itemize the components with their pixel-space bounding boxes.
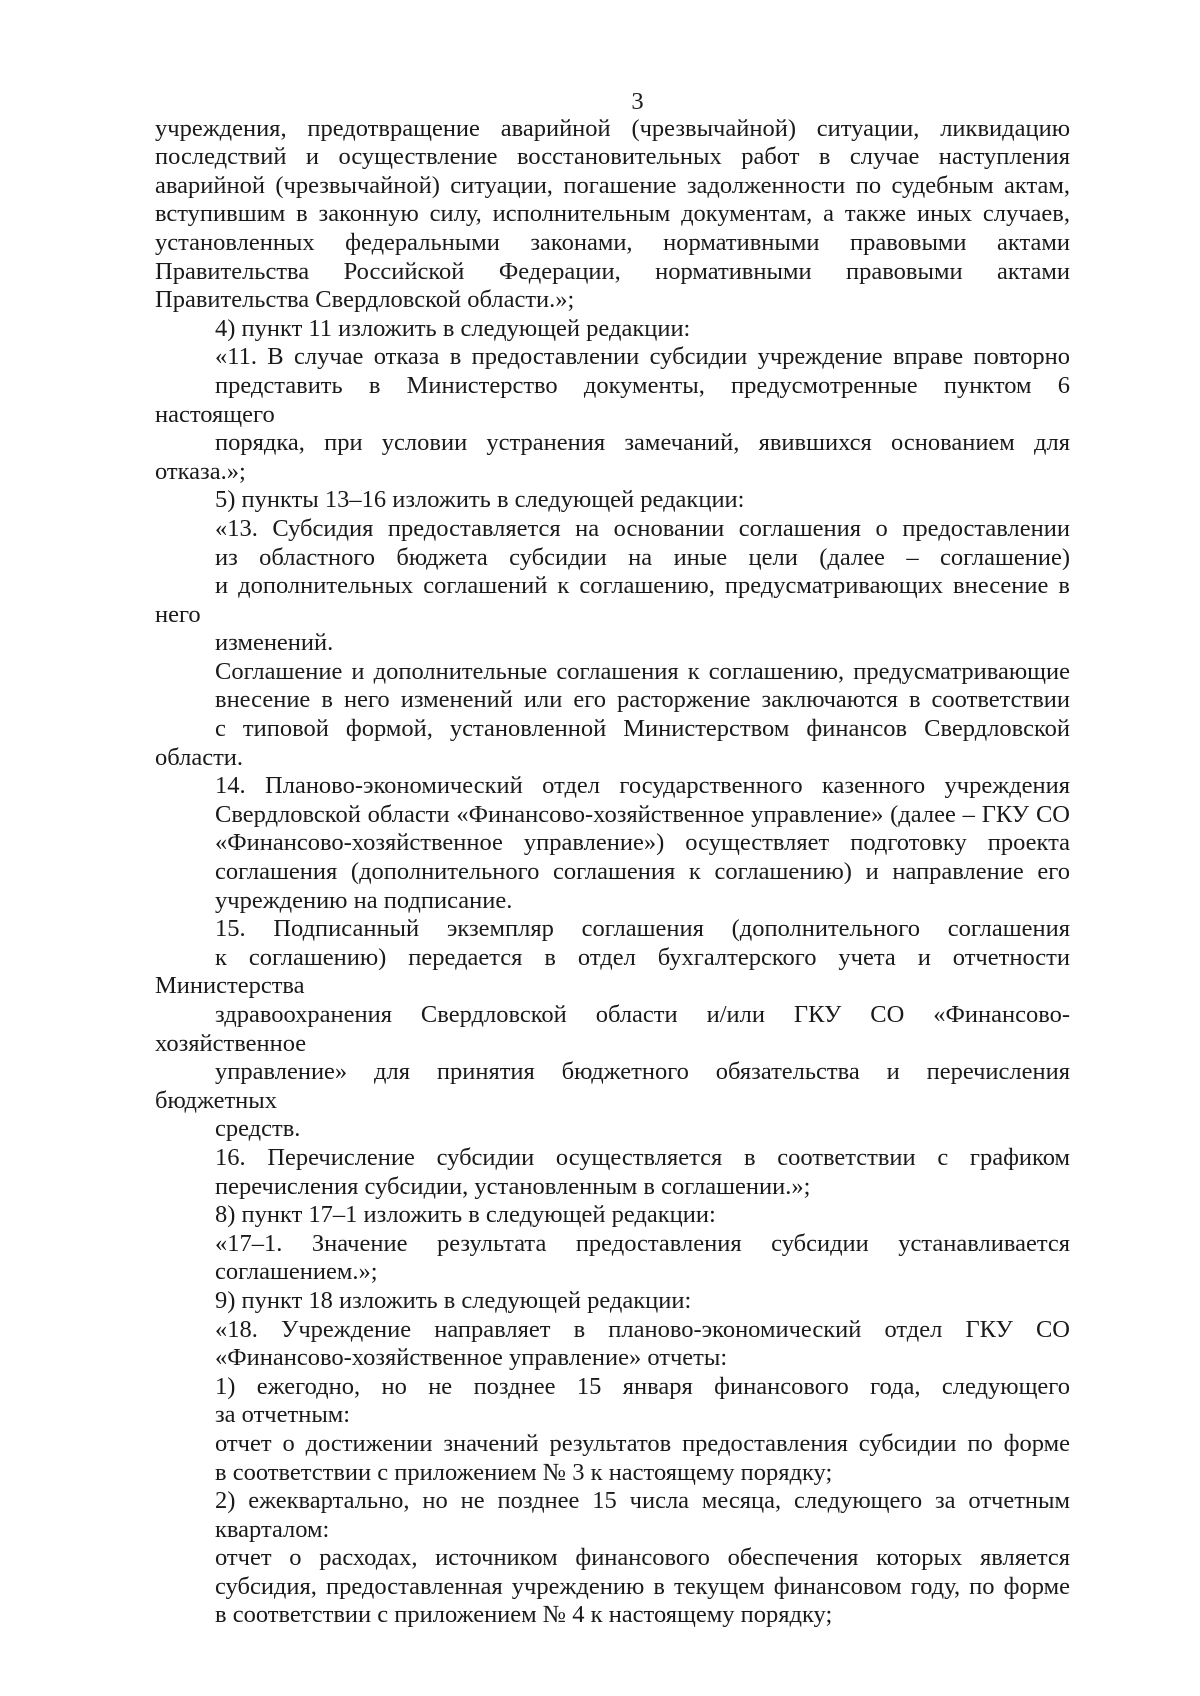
document-page [155,88,1070,1630]
text-line: в соответствии с приложением № 3 к настоящему порядку; [215,1458,833,1486]
page-number: 3 [631,88,644,115]
text-line: кварталом: [215,1515,330,1543]
paragraph [155,343,1070,486]
text-line: последствий и осуществление восстановительных работ в случае наступления [155,143,1070,171]
text-line: за отчетным: [215,1401,351,1429]
text-line: порядка, при условии устранения замечаний, явившихся основанием для отказа.»; [155,429,1070,485]
text-line: к соглашению) передается в отдел бухгалтерского учета и отчетности Министерства [155,943,1070,1000]
text-line: Правительства Свердловской области.»; [155,286,575,314]
paragraph [155,486,1070,515]
text-line: из областного бюджета субсидии на иные цели (далее – соглашение) [215,543,1070,571]
text-line: субсидия, предоставленная учреждению в текущем финансовом году, по форме [215,1572,1070,1600]
text-line: «Финансово-хозяйственное управление» отчеты: [215,1344,728,1372]
text-line: 1) ежегодно, но не позднее 15 января финансового года, следующего [215,1372,1070,1400]
text-line: 5) пункты 13–16 изложить в следующей редакции: [215,486,745,514]
text-line: представить в Министерство документы, предусмотренные пунктом 6 настоящего [155,371,1070,428]
paragraph [155,1373,1070,1430]
paragraph [155,1544,1070,1630]
text-line: учреждению на подписание. [215,886,513,914]
text-line: вступившим в законную силу, исполнительным документам, а также иных случаев, [155,200,1070,228]
text-line: перечисления субсидии, установленным в соглашении.»; [215,1172,811,1200]
text-line: в соответствии с приложением № 4 к настоящему порядку; [215,1601,833,1629]
text-line: Свердловской области «Финансово-хозяйственное управление» (далее – ГКУ СО [215,800,1070,828]
text-line: соглашением.»; [215,1258,378,1286]
paragraph [155,1287,1070,1316]
paragraph [155,772,1070,915]
paragraph [155,315,1070,344]
text-line: отчет о достижении значений результатов предоставления субсидии по форме [215,1429,1070,1457]
text-line: 8) пункт 17–1 изложить в следующей редакции: [215,1201,716,1229]
text-line: Соглашение и дополнительные соглашения к соглашению, предусматривающие [215,657,1070,685]
text-line: «18. Учреждение направляет в планово-экономический отдел ГКУ СО [215,1315,1070,1343]
text-line: 16. Перечисление субсидии осуществляется в соответствии с графиком [215,1143,1070,1171]
paragraph [155,915,1070,1144]
text-line: «17–1. Значение результата предоставления субсидии устанавливается [215,1229,1070,1257]
paragraph [155,1230,1070,1287]
text-line: 15. Подписанный экземпляр соглашения (дополнительного соглашения [215,915,1070,943]
text-line: средств. [215,1115,301,1143]
text-line: управление» для принятия бюджетного обязательства и перечисления бюджетных [155,1058,1070,1114]
text-line: 4) пункт 11 изложить в следующей редакции: [215,314,691,342]
text-line: «13. Субсидия предоставляется на основании соглашения о предоставлении [215,514,1070,542]
text-line: учреждения, предотвращение аварийной (чрезвычайной) ситуации, ликвидацию [155,114,1070,142]
document-body [155,115,1070,1630]
paragraph [155,1430,1070,1487]
paragraph [155,658,1070,772]
text-line: аварийной (чрезвычайной) ситуации, погашение задолженности по судебным актам, [155,171,1070,199]
text-line: и дополнительных соглашений к соглашению, предусматривающих внесение в него [155,572,1070,628]
text-line: здравоохранения Свердловской области и/или ГКУ СО «Финансово-хозяйственное [155,1001,1070,1057]
text-line: 2) ежеквартально, но не позднее 15 числа месяца, следующего за отчетным [215,1487,1070,1515]
text-line: соглашения (дополнительного соглашения к соглашению) и направление его [215,858,1070,886]
paragraph [155,1144,1070,1201]
text-line: с типовой формой, установленной Министерством финансов Свердловской области. [155,715,1070,771]
text-line: изменений. [215,629,334,657]
paragraph [155,115,1070,315]
text-line: внесение в него изменений или его расторжение заключаются в соответствии [215,686,1070,714]
text-line: «Финансово-хозяйственное управление») осуществляет подготовку проекта [215,829,1070,857]
text-line: 14. Планово-экономический отдел государственного казенного учреждения [215,772,1070,800]
text-line: 9) пункт 18 изложить в следующей редакции: [215,1286,692,1314]
text-line: «11. В случае отказа в предоставлении субсидии учреждение вправе повторно [215,343,1070,371]
paragraph [155,1487,1070,1544]
text-line: отчет о расходах, источником финансового обеспечения которых является [215,1544,1070,1572]
paragraph [155,1201,1070,1230]
paragraph [155,515,1070,658]
paragraph [155,1316,1070,1373]
text-line: установленных федеральными законами, нормативными правовыми актами [155,228,1070,256]
text-line: Правительства Российской Федерации, нормативными правовыми актами [155,257,1070,285]
